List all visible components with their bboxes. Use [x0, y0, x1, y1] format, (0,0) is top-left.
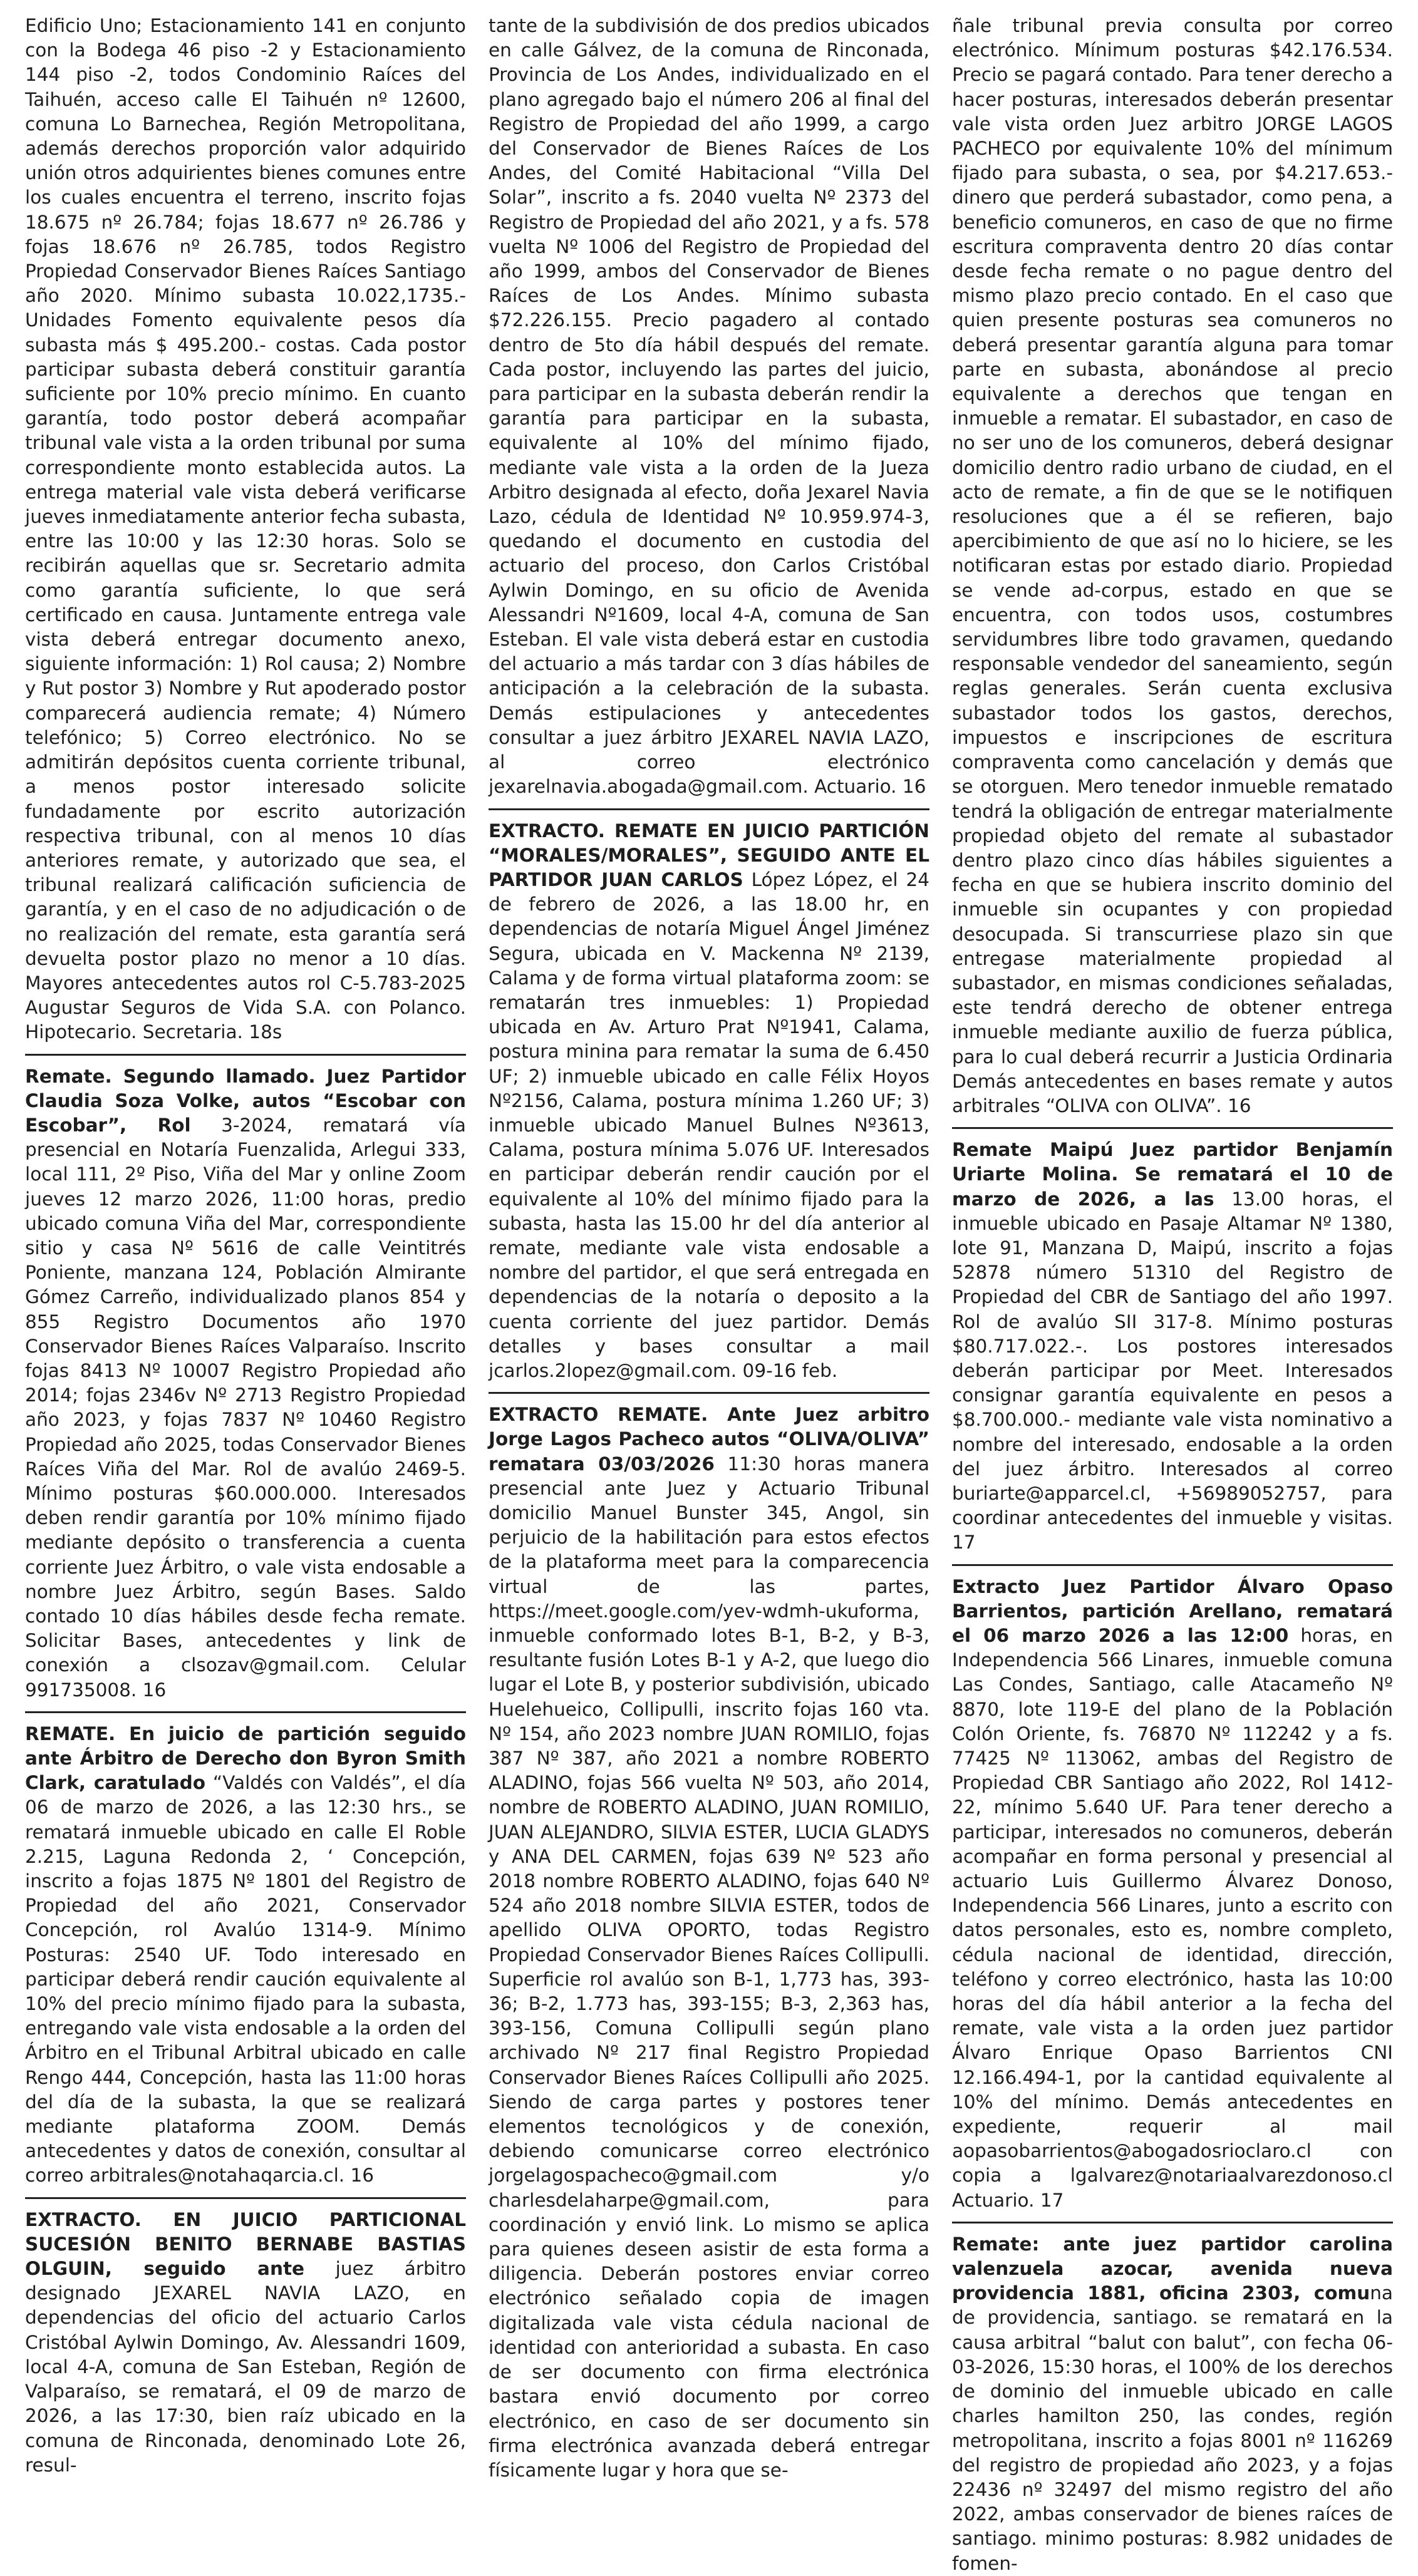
notice: [952, 1138, 1393, 1555]
notice-body: tante de la subdivisión de dos predios ubicados en calle Gálvez, de la comuna de Rinconada, Provincia de Los Andes, individualizado en el plano agregado bajo el número 206 al final del Registro de Propiedad del año 1999, a cargo del Conservador de Bienes Raíces de Los Andes, del Comité Habitacional “Villa Del Solar”, inscrito a fs. 2040 vuelta Nº 2373 del Registro de Propiedad del año 2021, y a fs. 578 vuelta Nº 1006 del Registro de Propiedad del año 1999, ambos del Conservador de Bienes Raíces de Los Andes. Mínimo subasta $72.226.155. Precio pagadero al contado dentro de 5to día hábil después del remate. Cada postor, incluyendo las partes del juicio, para participar en la subasta deberán rendir la garantía para participar en la subasta, equivalente al 10% del mínimo fijado, mediante vale vista a la orden de la Jueza Arbitro designada al efecto, doña Jexarel Navia Lazo, cédula de Identidad Nº 10.959.974-3, quedando el documento en custodia del actuario del proceso, don Carlos Cristóbal Aylwin Domingo, en su oficio de Avenida Alessandri Nº1609, local 4-A, comuna de San Esteban. El vale vista deberá estar en custodia del actuario a más tardar con 3 días hábiles de anticipación a la celebración de la subasta. Demás estipulaciones y antecedentes consultar a juez árbitro JEXAREL NAVIA LAZO, al correo electrónico jexarelnavia.abogada@gmail.com. Actuario. 16: [489, 15, 929, 798]
separator: [952, 1564, 1393, 1566]
column-3: [952, 14, 1393, 2576]
notice: [952, 1575, 1393, 2213]
notice: [952, 2232, 1393, 2576]
notice-body: juez árbitro designado JEXAREL NAVIA LAZO, en dependencias del oficio del actuario Carlos Cristóbal Aylwin Domingo, Av. Alessandri 1609, local 4-A, comuna de San Esteban, Región de Valparaíso, se rematará, el 09 de marzo de 2026, a las 17:30, bien raíz ubicado en la comuna de Rinconada, denominado Lote 26, resul-: [25, 2258, 466, 2476]
notice-heading: Remate. Segundo llamado. Juez Partidor Claudia Soza Volke, autos “Escobar con Escobar”, Rol: [25, 1065, 466, 1136]
column-1: [25, 14, 466, 2576]
notice: [489, 14, 929, 800]
separator: [489, 1392, 929, 1394]
notice: [952, 14, 1393, 1118]
notice: [489, 819, 929, 1384]
notice-heading: EXTRACTO. REMATE EN JUICIO PARTICIÓN “MORALES/MORALES”, SEGUIDO ANTE EL PARTIDOR JUAN CARLOS: [489, 820, 929, 890]
notice-heading: Extracto Juez Partidor Álvaro Opaso Barrientos, partición Arellano, rematará el 06 marzo 2026 a las 12:00: [952, 1575, 1393, 1646]
notice: [25, 2208, 466, 2478]
notice-body: Edificio Uno; Estacionamiento 141 en conjunto con la Bodega 46 piso -2 y Estacionamiento 144 piso -2, todos Condominio Raíces del Taihuén, acceso calle El Taihuén nº 12600, comuna Lo Barnechea, Región Metropolitana, además derechos proporción valor adquirido unión otros adquirientes bienes comunes entre los cuales encuentra el terreno, inscrito fojas 18.675 nº 26.784; fojas 18.677 nº 26.786 y fojas 18.676 nº 26.785, todos Registro Propiedad Conservador Bienes Raíces Santiago año 2020. Mínimo subasta 10.022,1735.- Unidades Fomento equivalente pesos día subasta más $ 495.200.- costas. Cada postor participar subasta deberá constituir garantía suficiente por 10% precio mínimo. En cuanto garantía, todo postor deberá acompañar tribunal vale vista a la orden tribunal por suma correspondiente monto establecida autos. La entrega material vale vista deberá verificarse jueves inmediatamente anterior fecha subasta, entre las 10:00 y las 12:30 horas. Solo se recibirán aquellas que sr. Secretario admita como garantía suficiente, lo que será certificado en causa. Juntamente entrega vale vista deberá entregar documento anexo, siguiente información: 1) Rol causa; 2) Nombre y Rut postor 3) Nombre y Rut apoderado postor comparecerá audiencia remate; 4) Número telefónico; 5) Correo electrónico. No se admitirán depósitos cuenta corriente tribunal, a menos postor interesado solicite fundadamente por escrito autorización respectiva tribunal, con al menos 10 días anteriores remate, y autorizado que sea, el tribunal realizará calificación suficiencia de garantía, y en el caso de no adjudicación o de no realización del remate, esta garantía será devuelta postor plazo no menor a 10 días. Mayores antecedentes autos rol C-5.783-2025 Augustar Seguros de Vida S.A. con Polanco. Hipotecario. Secretaria. 18s: [25, 15, 466, 1043]
notice: [489, 1403, 929, 2483]
notice-body: na de providencia, santiago. se rematará en la causa arbitral “balut con balut”, con fecha 06-03-2026, 15:30 horas, el 100% de los derechos de dominio del inmueble ubicado en calle charles hamilton 250, las condes, región metropolitana, inscrito a fojas 8001 nº 116269 del registro de propiedad año 2023, y a fojas 22436 nº 32497 del mismo registro del año 2022, ambas conservador de bienes raíces de santiago. minimo posturas: 8.982 unidades de fomen-: [952, 2282, 1393, 2574]
notice-heading: Remate: ante juez partidor carolina valenzuela azocar, avenida nueva providencia 1881, oficina 2303, comu: [952, 2233, 1393, 2304]
notice-body: ñale tribunal previa consulta por correo electrónico. Mínimum posturas $42.176.534. Precio se pagará contado. Para tener derecho a hacer posturas, interesados deberán presentar vale vista orden Juez arbitro JORGE LAGOS PACHECO por equivalente 10% del mínimum fijado para subasta, o sea, por $4.217.653.- dinero que perderá subastador, como pena, a beneficio comuneros, en caso de que no firme escritura compraventa dentro 20 días contar desde fecha remate o no pague dentro del mismo plazo precio contado. En el caso que quien presente posturas sea comuneros no deberá presentar garantía alguna para tomar parte en subasta, abonándose al precio equivalente a derechos que tengan en inmueble a rematar. El subastador, en caso de no ser uno de los comuneros, deberá designar domicilio dentro radio urbano de ciudad, en el acto de remate, a fin de que se le notifiquen resoluciones que a él se refieren, bajo apercibimiento de que así no lo hiciere, se les notificaran estas por estado diario. Propiedad se vende ad-corpus, estado en que se encuentra, con todos usos, costumbres servidumbres libre todo gravamen, quedando responsable vendedor del saneamiento, según reglas generales. Serán cuenta exclusiva subastador todos los gastos, derechos, impuestos e inscripciones de escritura compraventa como cancelación y demás que se otorguen. Mero tenedor inmueble rematado tendrá la obligación de entregar materialmente propiedad objeto del remate al subastador dentro plazo cinco días hábiles siguientes a fecha en que se hubiera inscrito dominio del inmueble sin ocupantes y con propiedad desocupada. Si transcurriese plazo sin que entregase materialmente propiedad al subastador, en mismas condiciones señaladas, este tendrá derecho de obtener entrega inmueble mediante auxilio de fuerza pública, para lo cual deberá recurrir a Justicia Ordinaria Demás antecedentes en bases remate y autos arbitrales “OLIVA con OLIVA”. 16: [952, 15, 1393, 1116]
notice-heading: Remate Maipú Juez partidor Benjamín Uriarte Molina. Se rematará el 10 de marzo de 2026, a las: [952, 1139, 1393, 1210]
separator: [952, 2222, 1393, 2223]
notice: [25, 1722, 466, 2188]
notice-heading: EXTRACTO REMATE. Ante Juez arbitro Jorge Lagos Pacheco autos “OLIVA/OLIVA” rematara 03/03/2026: [489, 1404, 929, 1475]
notice-body: 13.00 horas, el inmueble ubicado en Pasaje Altamar Nº 1380, lote 91, Manzana D, Maipú, inscrito a fojas 52878 número 51310 del Registro de Propiedad del CBR de Santiago del año 1997. Rol de avalúo SII 317-8. Mínimo posturas $80.717.022.-. Los postores interesados deberán participar por Meet. Interesados consignar garantía equivalente en pesos a $8.700.000.- mediante vale vista nominativo a nombre del interesado, endosable a la orden del juez árbitro. Interesados al correo buriarte@apparcel.cl, +56989052757, para coordinar antecedentes del inmueble y visitas. 17: [952, 1188, 1393, 1553]
separator: [952, 1127, 1393, 1129]
separator: [25, 1711, 466, 1713]
notice-heading: REMATE. En juicio de partición seguido ante Árbitro de Derecho don Byron Smith Clark, caratulado: [25, 1723, 466, 1794]
column-2: [489, 14, 929, 2576]
separator: [489, 808, 929, 810]
notice-body: “Valdés con Valdés”, el día 06 de marzo de 2026, a las 12:30 hrs., se rematará inmueble ubicado en calle El Roble 2.215, Laguna Redonda 2, ‘ Concepción, inscrito a fojas 1875 Nº 1801 del Registro de Propiedad del año 2021, Conservador Concepción, rol Avalúo 1314-9. Mínimo Posturas: 2540 UF. Todo interesado en participar deberá rendir caución equivalente al 10% del precio mínimo fijado para la subasta, entregando vale vista endosable a la orden del Árbitro en el Tribunal Arbitral ubicado en calle Rengo 444, Concepción, hasta las 11:00 horas del día de la subasta, la que se realizará mediante plataforma ZOOM. Demás antecedentes y datos de conexión, consultar al correo arbitrales@notahaqarcia.cl. 16: [25, 1772, 466, 2187]
notice-body: 11:30 horas manera presencial ante Juez y Actuario Tribunal domicilio Manuel Bunster 345, Angol, sin perjuicio de la habilitación para estos efectos de la plataforma meet para la comparecencia virtual de las partes, https://meet.google.com/yev-wdmh-ukuforma, inmueble conformado lotes B-1, B-2, y B-3, resultante fusión Lotes B-1 y A-2, que luego dio lugar el Lote B, y posterior subdivisión, ubicado Huelehueico, Collipulli, inscrito fojas 160 vta. Nº 154, año 2023 nombre JUAN ROMILIO, fojas 387 Nº 387, año 2021 a nombre ROBERTO ALADINO, fojas 566 vuelta Nº 503, año 2014, nombre de ROBERTO ALADINO, JUAN ROMILIO, JUAN ALEJANDRO, SILVIA ESTER, LUCIA GLADYS y ANA DEL CARMEN, fojas 639 Nº 523 año 2018 nombre ROBERTO ALADINO, fojas 640 Nº 524 año 2018 nombre SILVIA ESTER, todos de apellido OLIVA OPORTO, todas Registro Propiedad Conservador Bienes Raíces Collipulli. Superficie rol avalúo son B-1, 1,773 has, 393-36; B-2, 1.773 has, 393-155; B-3, 2,363 has, 393-156, Comuna Collipulli según plano archivado Nº 217 final Registro Propiedad Conservador Bienes Raíces Collipulli año 2025. Siendo de carga partes y postores tener elementos tecnológicos y de conexión, debiendo comunicarse correo electrónico jorgelagospacheco@gmail.com y/o charlesdelaharpe@gmail.com, para coordinación y envió link. Lo mismo se aplica para quienes deseen asistir de esta forma a diligencia. Deberán postores enviar correo electrónico señalado copia de imagen digitalizada vale vista cédula nacional de identidad con anterioridad a subasta. En caso de ser documento con firma electrónica bastara envió documento por correo electrónico, en caso de ser documento sin firma electrónica avanzada deberá entregar físicamente lugar y hora que se-: [489, 1453, 929, 2481]
notice: [25, 14, 466, 1045]
separator: [25, 1054, 466, 1056]
notice-body: horas, en Independencia 566 Linares, inmueble comuna Las Condes, Santiago, calle Atacameño Nº 8870, lote 119-E del plano de la Población Colón Oriente, fs. 76870 Nº 112242 y a fs. 77425 Nº 113062, ambas del Registro de Propiedad CBR Santiago año 2022, Rol 1412-22, mínimo 5.640 UF. Para tener derecho a participar, interesados no comuneros, deberán acompañar en forma personal y presencial al actuario Luis Guillermo Álvarez Donoso, Independencia 566 Linares, junto a escrito con datos personales, esto es, nombre completo, cédula nacional de identidad, dirección, teléfono y correo electrónico, hasta las 10:00 horas del día hábil anterior a la fecha del remate, vale vista a la orden juez partidor Álvaro Enrique Opaso Barrientos CNI 12.166.494-1, por la cantidad equivalente al 10% del mínimo. Demás antecedentes en expediente, requerir al mail aopasobarrientos@abogadosrioclaro.cl con copia a lgalvarez@notariaalvarezdonoso.cl Actuario. 17: [952, 1625, 1393, 2211]
notice-heading: EXTRACTO. EN JUICIO PARTICIONAL SUCESIÓN BENITO BERNABE BASTIAS OLGUIN, seguido ante: [25, 2208, 466, 2280]
notice-body: 3-2024, rematará vía presencial en Notaría Fuenzalida, Arlegui 333, local 111, 2º Piso, Viña del Mar y online Zoom jueves 12 marzo 2026, 11:00 horas, predio ubicado comuna Viña del Mar, correspondiente sitio y casa Nº 5616 de calle Veintitrés Poniente, manzana 124, Población Almirante Gómez Carreño, individualizado planos 854 y 855 Registro Documentos año 1970 Conservador Bienes Raíces Valparaíso. Inscrito fojas 8413 Nº 10007 Registro Propiedad año 2014; fojas 2346v Nº 2713 Registro Propiedad año 2023, y fojas 7837 Nº 10460 Registro Propiedad año 2025, todas Conservador Bienes Raíces Viña del Mar. Rol de avalúo 2469-5. Mínimo posturas $60.000.000. Interesados deben rendir garantía por 10% mínimo fijado mediante depósito o transferencia a cuenta corriente Juez Árbitro, o vale vista endosable a nombre Juez Árbitro, según Bases. Saldo contado 10 días hábiles desde fecha remate. Solicitar Bases, antecedentes y link de conexión a clsozav@gmail.com. Celular 991735008. 16: [25, 1114, 466, 1701]
notice: [25, 1064, 466, 1703]
notice-body: López López, el 24 de febrero de 2026, a las 18.00 hr, en dependencias de notaría Miguel Ángel Jiménez Segura, ubicada en V. Mackenna Nº 2139, Calama y de forma virtual plataforma zoom: se rematarán tres inmuebles: 1) Propiedad ubicada en Av. Arturo Prat Nº1941, Calama, postura minina para rematar la suma de 6.450 UF; 2) inmueble ubicado en calle Félix Hoyos Nº2156, Calama, postura mínima 1.260 UF; 3) inmueble ubicado Manuel Bulnes Nº3613, Calama, postura mínima 5.076 UF. Interesados en participar deberán rendir caución por el equivalente al 10% del mínimo fijado para la subasta, hasta las 15.00 hr del día anterior al remate, mediante vale vista endosable a nombre del partidor, el que será entregada en dependencias de la notaría o deposito a la cuenta corriente del juez partidor. Demás detalles y bases consultar a mail jcarlos.2lopez@gmail.com. 09-16 feb.: [489, 868, 929, 1381]
separator: [25, 2197, 466, 2199]
